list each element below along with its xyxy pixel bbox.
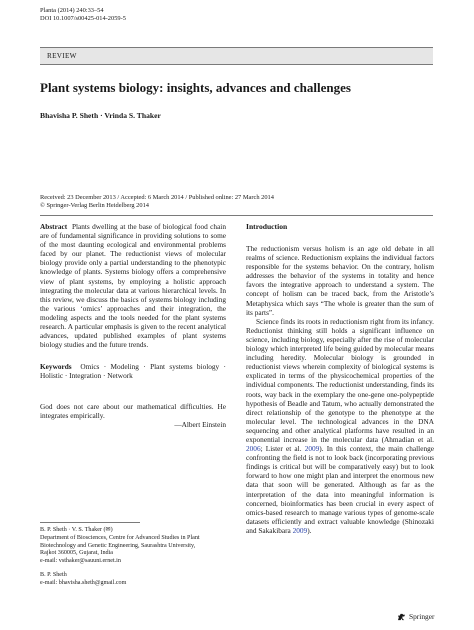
intro-text: ). <box>307 525 312 535</box>
right-column <box>246 222 434 535</box>
journal-header <box>40 7 126 23</box>
epigraph-attribution: —Albert Einstein <box>174 419 226 429</box>
citation-link[interactable]: 2006 <box>246 444 261 454</box>
abstract-label: Abstract <box>40 222 68 231</box>
intro-text: ). In this context, the main challenge confronting the field is not to look back (incorporating previous findings is critical but will be comparatively easy) but to look forward to how one might plan and interpret the enormous new data that soon will be generated. Although as far as the interpretation of the data into meaningful information is concerned, bioinformatics has been crucial in every aspect of omics-based research to manage various types of genome-scale datasets efficiently and extract valuable knowledge (Shinozaki and Sakakibara <box>246 444 434 535</box>
copyright-line: © Springer-Verlag Berlin Heidelberg 2014 <box>40 202 149 210</box>
history-dates: Received: 23 December 2013 / Accepted: 6 March 2014 / Published online: 27 March 2014 <box>40 194 274 201</box>
intro-paragraph-2 <box>246 317 434 535</box>
affiliations <box>40 527 230 588</box>
affiliation-line: B. P. Sheth · V. S. Thaker (✉) <box>40 527 113 533</box>
keywords-label: Keywords <box>40 362 72 372</box>
epigraph-text: God does not care about our mathematical difficulties. He integrates empirically. <box>40 401 226 420</box>
keywords-text: Omics · Modeling · Plant systems biology · Holistic · Integration · Network <box>40 362 226 381</box>
abstract <box>40 222 226 349</box>
author-line: Bhavisha P. Sheth · Vrinda S. Thaker <box>40 111 161 120</box>
doi[interactable]: DOI 10.1007/s00425-014-2059-5 <box>40 15 126 22</box>
publisher-mark <box>397 612 434 621</box>
email-link[interactable]: e-mail: bhavisha.sheth@gmail.com <box>40 579 127 586</box>
epigraph <box>40 402 226 429</box>
citation-link[interactable]: 2009 <box>304 444 320 454</box>
section-label: REVIEW <box>47 52 77 60</box>
intro-text: ; Lister et al. <box>260 444 305 454</box>
affiliation-line: B. P. Sheth <box>40 571 67 578</box>
intro-text: Science finds its roots in reductionism right from its infancy. Reductionist thinking still holds a significant influence on science, including biology, especially after the rise of molecular biology which interpreted life being guided by molecular means including heredity. Molecular biology is grounded in reductionist views wherein complexity of biological systems is explicated in terms of the physicochemical properties of the individual components. The reductionist understanding, finds its roots, way back in the exemplary the one-gene one-polypeptide hypothesis of Beadle and Tatum, who actually demonstrated the direct relationship of the genotype to the phenotype at the molecular level. The technological advances in the DNA sequencing and other analytical platforms have resulted in an exponential increase in the molecular data (Ahmadian et al. <box>246 316 434 444</box>
publisher-name: Springer <box>409 612 435 621</box>
left-column <box>40 222 226 429</box>
affiliation-line: Rajkot 360005, Gujarat, India <box>40 550 113 557</box>
journal-volume-line: Planta (2014) 240:33–54 <box>40 7 104 14</box>
article-title: Plant systems biology: insights, advances and challenges <box>40 80 351 95</box>
introduction-heading: Introduction <box>246 222 288 231</box>
abstract-text: Plants dwelling at the base of biological food chain are of fundamental significance in providing solutions to some of the most daunting ecological and environmental problems faced by our planet. The reductionist views of molecular biology provide only a partial understanding to the phenotypic knowledge of plants. Systems biology offers a comprehensive view of plant systems, by employing a holistic approach integrating the molecular data at various hierarchical levels. In this review, we discuss the basics of systems biology including the various ‘omics’ approaches and their integration, the modeling aspects and the tools needed for the plant systems research. A particular emphasis is given to the recent analytical advances, updated published examples of plant systems biology studies and the future trends. <box>40 222 226 350</box>
springer-horse-icon <box>397 613 406 621</box>
email-link[interactable]: e-mail: vsthaker@sauuni.ernet.in <box>40 558 121 565</box>
article-history <box>40 194 274 210</box>
intro-paragraph-1: The reductionism versus holism is an age old debate in all realms of science. Reductionism explains the individual factors responsible for the systems behavior. On the contrary, holism addresses the behavior of the systems in totality and hence favors the integrative approach to understand a system. The concept of holism can be traced back, from the Aristotle’s Metaphysica which says “The whole is greater than the sum of its parts”. <box>246 244 434 317</box>
band-rule <box>40 64 433 65</box>
citation-link[interactable]: 2009 <box>292 525 308 535</box>
affiliation-line: Biotechnology and Genetic Engineering, Saurashtra University, <box>40 542 196 549</box>
review-band <box>40 48 433 64</box>
keywords <box>40 362 226 380</box>
affiliation-line: Department of Biosciences, Centre for Advanced Studies in Plant <box>40 534 200 541</box>
history-rule <box>40 215 433 216</box>
footnote-rule <box>40 522 140 523</box>
